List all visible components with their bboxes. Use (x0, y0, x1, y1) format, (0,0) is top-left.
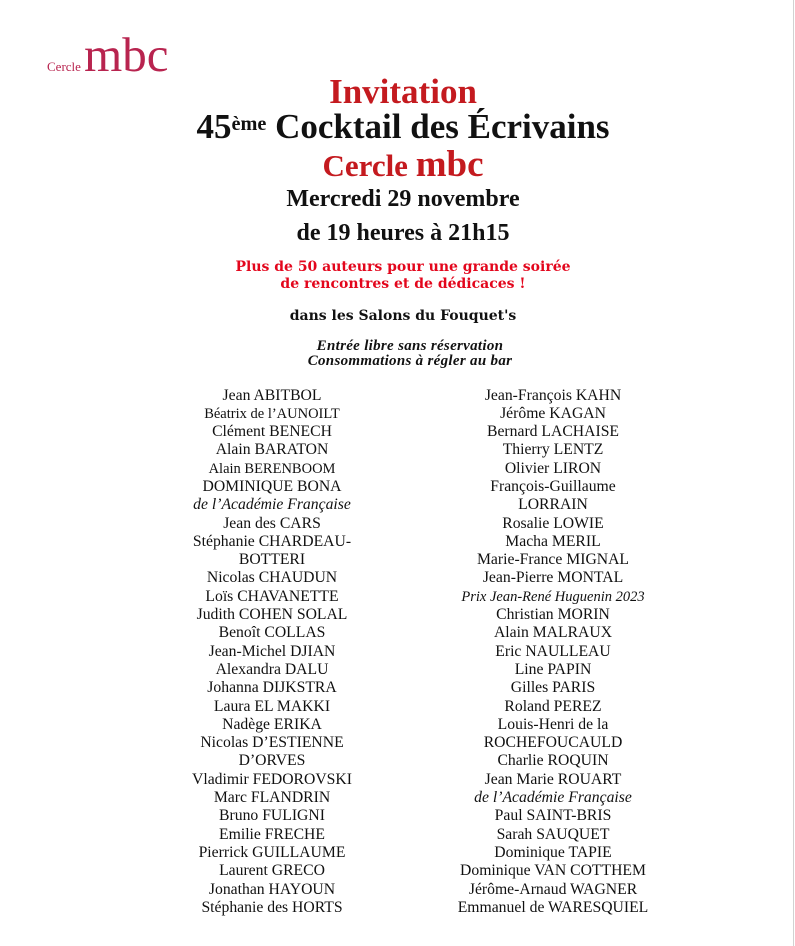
author-name: Sarah SAUQUET (496, 825, 610, 843)
author-name: Alain MALRAUX (493, 624, 613, 642)
author-name: Johanna DIJKSTRA (207, 679, 337, 697)
notes (110, 339, 710, 369)
author-name: LORRAIN (518, 496, 588, 514)
author-name: Line PAPIN (514, 660, 592, 678)
author-affiliation: de l’Académie Française (474, 789, 632, 807)
host-name (103, 144, 703, 188)
author-name: Louis-Henri de la (497, 715, 609, 733)
author-name: Nicolas D’ESTIENNE (200, 734, 344, 752)
author-name: Roland PEREZ (504, 697, 602, 715)
author-name: D’ORVES (238, 752, 306, 770)
author-name: Eric NAULLEAU (495, 642, 611, 660)
authors-left-column (132, 387, 412, 918)
author-name: Christian MORIN (496, 606, 610, 624)
event-title (103, 107, 703, 147)
event-name: Cocktail des Écrivains (275, 106, 610, 146)
author-name: François-Guillaume (490, 477, 616, 495)
author-name: Marie-France MIGNAL (476, 551, 630, 569)
author-name: Jean-François KAHN (484, 386, 622, 404)
author-name: Pierrick GUILLAUME (198, 843, 346, 861)
author-name: Dominique VAN COTTHEM (460, 862, 646, 880)
author-name: Benoît COLLAS (218, 624, 326, 642)
event-date: Mercredi 29 novembre (286, 186, 520, 212)
author-name: Stéphanie des HORTS (201, 898, 343, 916)
invitation-title: Invitation (329, 71, 477, 111)
author-name: Nicolas CHAUDUN (206, 569, 338, 587)
author-name: Jérôme-Arnaud WAGNER (468, 880, 638, 898)
edition-number: 45 (196, 106, 232, 146)
author-name: Alexandra DALU (215, 660, 329, 678)
author-name: Emilie FRECHE (219, 825, 325, 843)
author-name: Bruno FULIGNI (219, 807, 325, 825)
author-name: Jean-Michel DJIAN (208, 642, 336, 660)
author-award: Prix Jean-René Huguenin 2023 (461, 588, 645, 605)
tagline-line-1: Plus de 50 auteurs pour une grande soirée (235, 258, 571, 275)
author-name: Marc FLANDRIN (213, 789, 331, 807)
author-name: Laurent GRECO (219, 862, 325, 880)
host-prefix: Cercle (322, 147, 408, 183)
logo-text-small: Cercle (47, 58, 81, 74)
author-name: Stéphanie CHARDEAU- (192, 532, 352, 550)
author-name: Clément BENECH (212, 423, 332, 441)
tagline (103, 259, 703, 293)
author-name: Bernard LACHAISE (486, 423, 619, 441)
page-edge (793, 0, 794, 946)
author-name: Laura EL MAKKI (213, 697, 331, 715)
author-name: Thierry LENTZ (502, 441, 604, 459)
notes-line-2: Consommations à régler au bar (307, 353, 513, 370)
author-affiliation: de l’Académie Française (193, 496, 351, 514)
event-time: de 19 heures à 21h15 (296, 220, 510, 246)
author-name: Alain BERENBOOM (208, 460, 336, 477)
author-name: Jonathan HAYOUN (208, 880, 336, 898)
author-name: Jean ABITBOL (222, 386, 322, 404)
author-name: Jean-Pierre MONTAL (482, 569, 624, 587)
author-name: Nadège ERIKA (222, 715, 322, 733)
author-name: Vladimir FEDOROVSKI (192, 770, 352, 788)
author-name: ROCHEFOUCAULD (483, 734, 623, 752)
author-name: Jean Marie ROUART (484, 770, 622, 788)
author-name: BOTTERI (238, 551, 306, 569)
author-name: Jean des CARS (223, 514, 321, 532)
authors-right-column (413, 387, 693, 918)
author-name: Charlie ROQUIN (497, 752, 609, 770)
author-name: Olivier LIRON (504, 459, 602, 477)
author-name: Paul SAINT-BRIS (494, 807, 612, 825)
author-name: Emmanuel de WARESQUIEL (457, 898, 649, 916)
logo-text-large: mbc (84, 26, 169, 82)
author-name: Rosalie LOWIE (502, 514, 604, 532)
author-name: Loïs CHAVANETTE (205, 587, 339, 605)
author-name: Macha MERIL (505, 532, 601, 550)
author-name: Dominique TAPIE (494, 843, 612, 861)
edition-suffix: ème (231, 112, 267, 135)
host-brand: mbc (415, 143, 484, 185)
author-name: Gilles PARIS (510, 679, 596, 697)
author-name: Jérôme KAGAN (500, 404, 606, 422)
author-name: Judith COHEN SOLAL (196, 606, 348, 624)
author-name: DOMINIQUE BONA (202, 477, 342, 495)
author-name: Alain BARATON (215, 441, 329, 459)
notes-line-1: Entrée libre sans réservation (316, 338, 504, 355)
tagline-line-2: de rencontres et de dédicaces ! (280, 275, 526, 292)
author-name: Béatrix de l’AUNOILT (204, 405, 340, 422)
venue: dans les Salons du Fouquet's (289, 307, 517, 324)
